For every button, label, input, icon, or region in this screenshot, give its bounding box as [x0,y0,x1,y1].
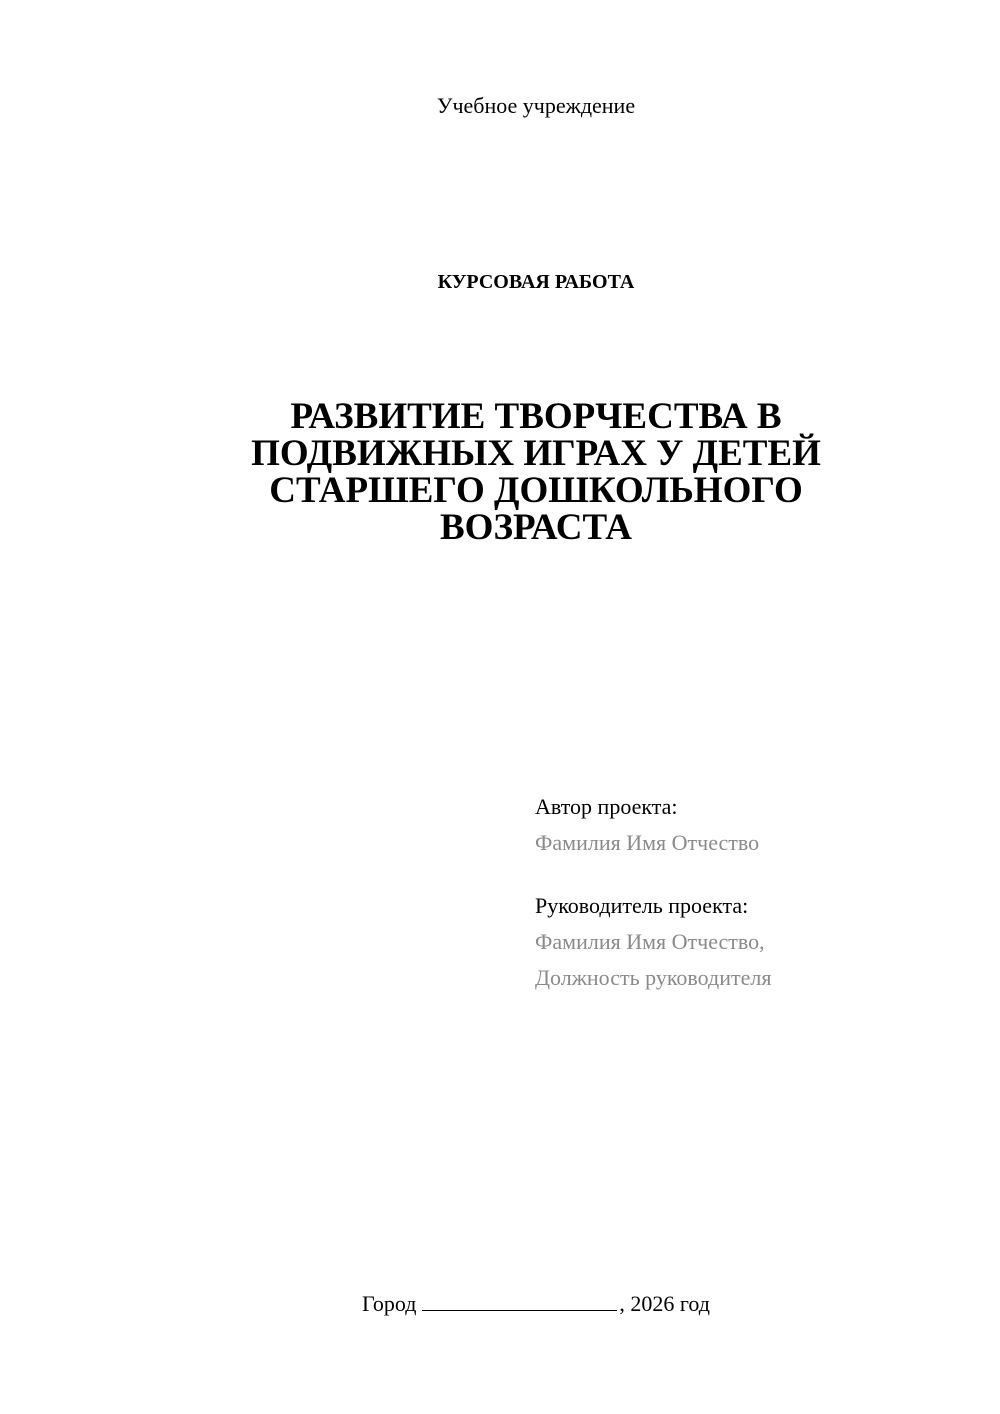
author-label: Автор проекта: [535,794,678,819]
supervisor-name: Фамилия Имя Отчество, [535,929,765,954]
work-type-heading: КУРСОВАЯ РАБОТА [437,271,635,293]
title-line: ПОДВИЖНЫХ ИГРАХ У ДЕТЕЙ [251,433,821,474]
city-label: Город [362,1291,417,1316]
credits-spacer [535,861,975,888]
supervisor-position: Должность руководителя [535,965,772,990]
title-line: ВОЗРАСТА [439,507,632,548]
title-line: РАЗВИТИЕ ТВОРЧЕСТВА В [290,396,782,437]
credits-block [535,789,975,996]
document-title [200,398,872,546]
title-line: СТАРШЕГО ДОШКОЛЬНОГО [269,470,803,511]
institution-name: Учебное учреждение [436,93,636,118]
year-text: , 2026 год [619,1291,710,1316]
city-year-footer [0,1289,1000,1319]
city-blank-line [422,1290,617,1311]
supervisor-label: Руководитель проекта: [535,893,749,918]
author-name: Фамилия Имя Отчество [535,830,760,855]
